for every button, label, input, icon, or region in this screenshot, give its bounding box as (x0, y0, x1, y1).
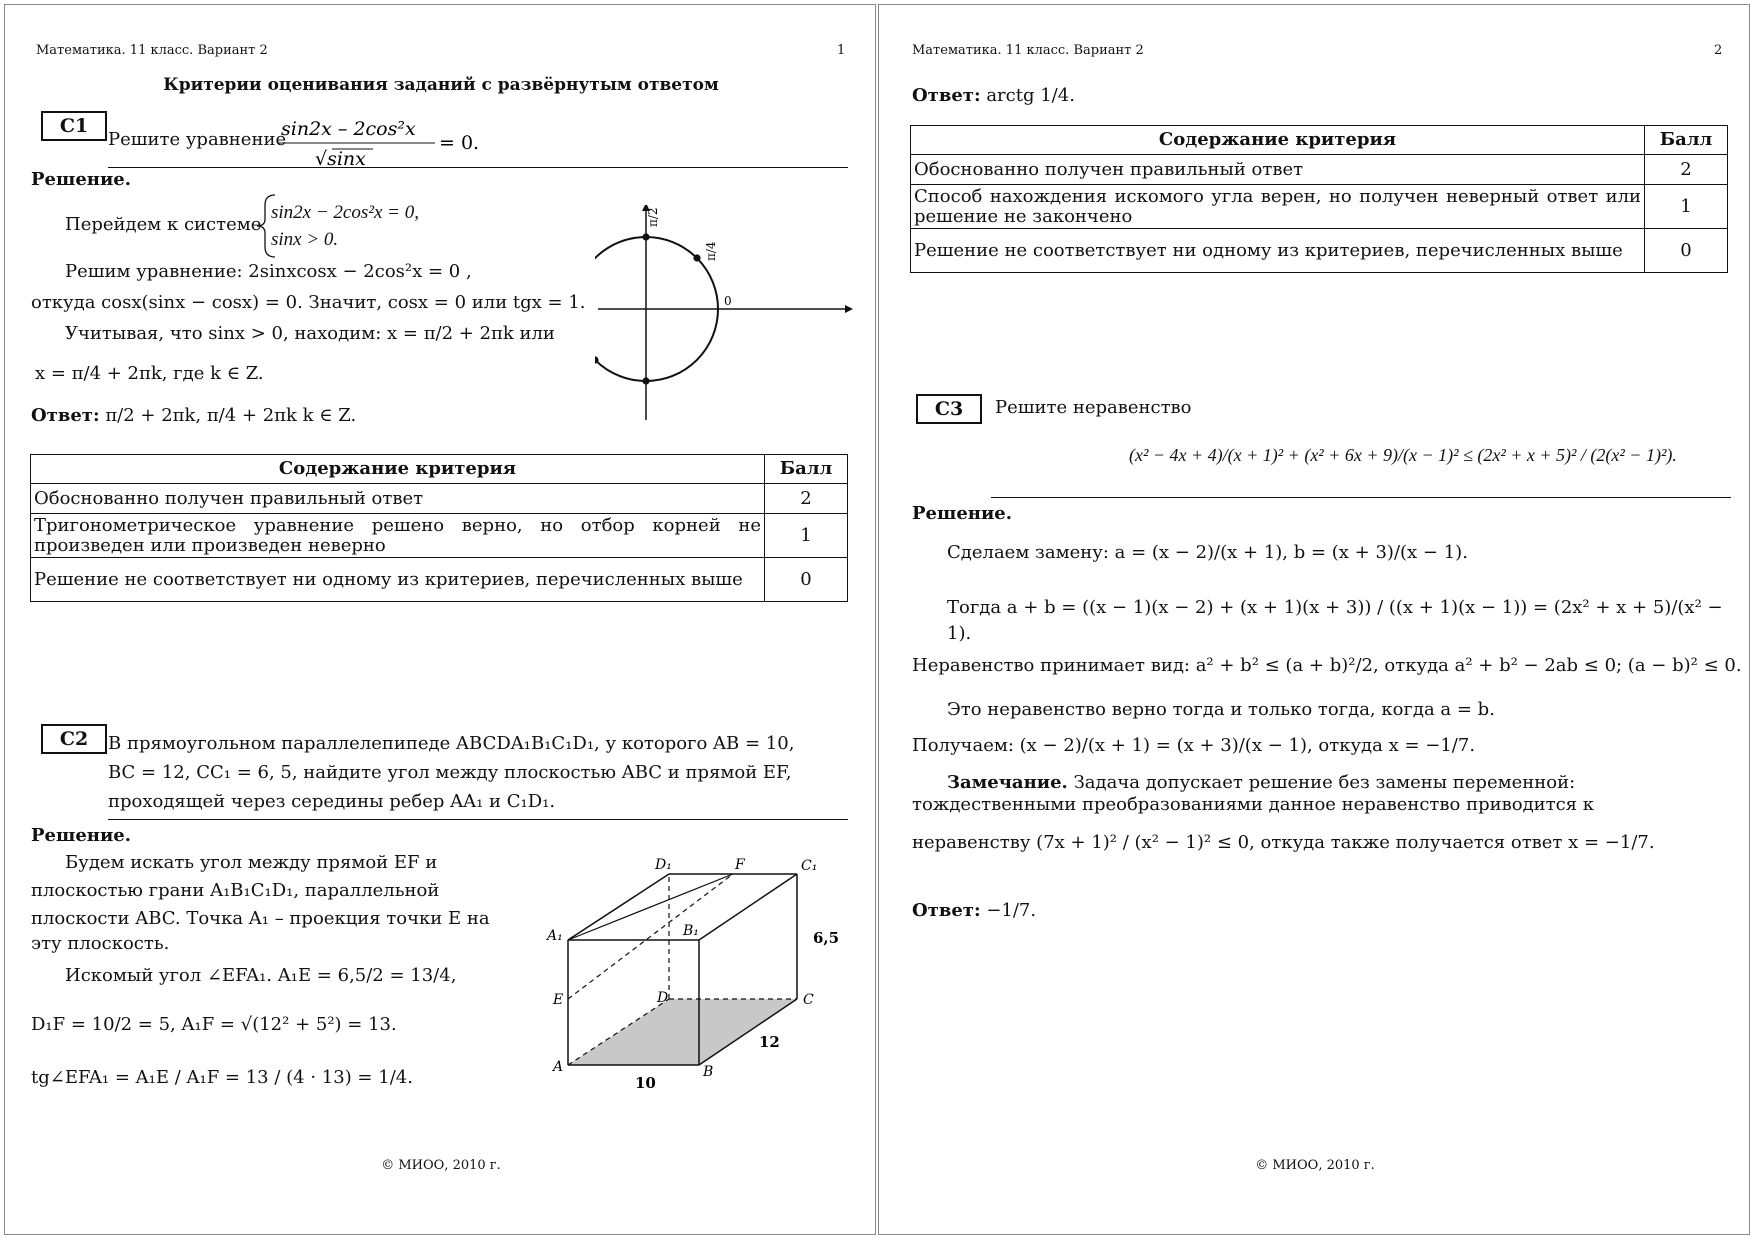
task-c3-label: C3 (916, 394, 982, 424)
label-a: A (553, 1059, 564, 1075)
c1-row2-criterion: Тригонометрическое уравнение решено верно, но отбор корней не произведен или произведен неверно (31, 514, 765, 558)
point-pi-over-2 (642, 233, 649, 240)
c2-th-score: Балл (1645, 126, 1728, 155)
c1-equation (273, 111, 493, 173)
c2-task-line2: BC = 12, CC₁ = 6, 5, найдите угол между плоскостью ABC и прямой EF, (108, 762, 792, 783)
c3-answer-label: Ответ: (912, 900, 981, 921)
c3-remark-l2: тождественными преобразованиями данное неравенство приводится к (912, 794, 1595, 815)
c2-line-angle: Искомый угол ∠EFA₁. A₁E = 6,5/2 = 13/4, (65, 965, 457, 986)
c3-remark-l1: Задача допускает решение без замены переменной: (1073, 772, 1576, 793)
c3-remark-label: Замечание. (947, 772, 1068, 793)
c2-answer: arctg 1/4. (986, 85, 1075, 106)
c2-th-criterion: Содержание критерия (911, 126, 1645, 155)
task-c1-label: C1 (41, 111, 107, 141)
c2-para1-l3: плоскости ABC. Точка A₁ – проекция точки E на (31, 908, 490, 929)
c3-answer: −1/7. (986, 900, 1037, 921)
label-c: C (803, 992, 814, 1008)
c2-task-line1: В прямоугольном параллелепипеде ABCDA₁B₁C₁D₁, у которого AB = 10, (108, 733, 795, 754)
label-d1: D₁ (655, 857, 672, 873)
c3-inequality: (x² − 4x + 4)/(x + 1)² + (x² + 6x + 9)/(x − 1)² ≤ (2x² + x + 5)² / (2(x² − 1)²). (1129, 445, 1677, 465)
c3-line4: Это неравенство верно тогда и только тогда, когда a = b. (947, 699, 1495, 720)
label-pi-over-4: π/4 (704, 241, 718, 261)
c2-line-tg: tg∠EFA₁ = A₁E / A₁F = 13 / (4 · 13) = 1/4. (31, 1067, 413, 1088)
page-1 (4, 4, 876, 1235)
c1-line5: x = π/4 + 2πk, где k ∈ Z. (35, 363, 264, 384)
c1-line2: Решим уравнение: 2sinxcosx − 2cos²x = 0 , (65, 261, 472, 282)
page-header: Математика. 11 класс. Вариант 2 (912, 43, 1144, 58)
c3-prompt: Решите неравенство (995, 397, 1192, 418)
c2-row3-criterion: Решение не соответствует ни одному из критериев, перечисленных выше (911, 229, 1645, 273)
point-3pi-over-2 (642, 377, 649, 384)
c3-line3: Неравенство принимает вид: a² + b² ≤ (a + b)²/2, откуда a² + b² − 2ab ≤ 0; (a − b)² ≤ 0. (912, 655, 1742, 676)
c2-row1-score: 2 (1645, 155, 1728, 185)
c3-rule (991, 497, 1731, 498)
label-pi-over-2: π/2 (646, 207, 660, 227)
c2-criteria-table (910, 125, 1728, 273)
c1-th-criterion: Содержание критерия (31, 455, 765, 484)
c1-rule (108, 167, 848, 168)
c2-row2-criterion: Способ нахождения искомого угла верен, но получен неверный ответ или решение не закончено (911, 185, 1645, 229)
c1-criteria-table (30, 454, 848, 602)
c1-answer-label: Ответ: (31, 405, 100, 426)
segment-a1f (568, 874, 733, 940)
c3-solution-label: Решение. (912, 503, 1013, 524)
parallelepiped-diagram (535, 850, 855, 1090)
c1-answer: π/2 + 2πk, π/4 + 2πk k ∈ Z. (105, 405, 357, 426)
c2-answer-label: Ответ: (912, 85, 981, 106)
c2-row1-criterion: Обоснованно получен правильный ответ (911, 155, 1645, 185)
c1-eq-rhs: = 0. (439, 132, 480, 154)
page-footer: © МИОО, 2010 г. (381, 1158, 501, 1173)
label-a1: A₁ (547, 928, 563, 944)
page-footer: © МИОО, 2010 г. (1255, 1158, 1375, 1173)
label-f: F (735, 857, 745, 873)
c3-line5: Получаем: (x − 2)/(x + 1) = (x + 3)/(x − 1), откуда x = −1/7. (912, 735, 1476, 756)
c1-row2-score: 1 (765, 514, 848, 558)
c2-row3-score: 0 (1645, 229, 1728, 273)
c3-remark-l3: неравенству (7x + 1)² / (x² − 1)² ≤ 0, откуда также получается ответ x = −1/7. (912, 832, 1655, 853)
c1-prompt: Решите уравнение (108, 129, 287, 150)
c1-solution-label: Решение. (31, 169, 132, 190)
c1-line3: откуда cosx(sinx − cosx) = 0. Значит, cosx = 0 или tgx = 1. (31, 292, 586, 313)
c1-system-eq1: sin2x − 2cos²x = 0, (271, 202, 419, 223)
c1-row1-score: 2 (765, 484, 848, 514)
c2-task-line3: проходящей через середины ребер AA₁ и C₁D₁. (108, 791, 556, 812)
label-b1: B₁ (683, 923, 699, 939)
c1-eq-numerator: sin2x – 2cos²x (281, 118, 416, 140)
c1-row3-score: 0 (765, 558, 848, 602)
c1-system-eq2: sinx > 0. (271, 229, 339, 250)
c2-para1-l4: эту плоскость. (31, 933, 170, 954)
c2-solution-label: Решение. (31, 825, 132, 846)
label-e: E (553, 992, 564, 1008)
label-b: B (703, 1064, 714, 1080)
c1-row1-criterion: Обоснованно получен правильный ответ (31, 484, 765, 514)
c3-line2: Тогда a + b = ((x − 1)(x − 2) + (x + 1)(x + 3)) / ((x + 1)(x − 1)) = (2x² + x + 5)/(x² − 1). (947, 597, 1723, 644)
unit-circle-diagram (595, 205, 855, 430)
page-number: 2 (1714, 43, 1723, 58)
c3-line1: Сделаем замену: a = (x − 2)/(x + 1), b = (x + 3)/(x − 1). (947, 542, 1468, 563)
label-len-cc1: 6,5 (813, 929, 840, 947)
page-2 (878, 4, 1750, 1235)
segment-ef (568, 874, 733, 999)
c1-th-score: Балл (765, 455, 848, 484)
base-face (568, 999, 797, 1065)
c1-row3-criterion: Решение не соответствует ни одному из критериев, перечисленных выше (31, 558, 765, 602)
c2-row2-score: 1 (1645, 185, 1728, 229)
c1-eq-denominator: √sinx (315, 148, 366, 170)
label-len-ab: 10 (635, 1074, 656, 1090)
edge-a1d1 (568, 874, 669, 940)
label-c1: C₁ (801, 858, 818, 874)
label-zero: 0 (724, 294, 732, 308)
c2-para1-l1: Будем искать угол между прямой EF и (65, 852, 438, 873)
edge-b1c1 (699, 874, 797, 940)
c1-line1: Перейдем к системе (65, 214, 262, 235)
page-title: Критерии оценивания заданий с развёрнутым ответом (163, 75, 719, 95)
task-c2-label: C2 (41, 724, 107, 754)
c1-line4: Учитывая, что sinx > 0, находим: x = π/2 + 2πk или (65, 323, 555, 344)
label-d: D (657, 990, 669, 1006)
page-header: Математика. 11 класс. Вариант 2 (36, 43, 268, 58)
c2-line-d1f: D₁F = 10/2 = 5, A₁F = √(12² + 5²) = 13. (31, 1014, 397, 1035)
c2-rule (108, 819, 848, 820)
page-number: 1 (837, 43, 846, 58)
point-pi-over-4 (693, 254, 700, 261)
x-axis-arrow (845, 305, 853, 313)
label-len-bc: 12 (759, 1033, 780, 1051)
c2-para1-l2: плоскостью грани A₁B₁C₁D₁, параллельной (31, 880, 440, 901)
